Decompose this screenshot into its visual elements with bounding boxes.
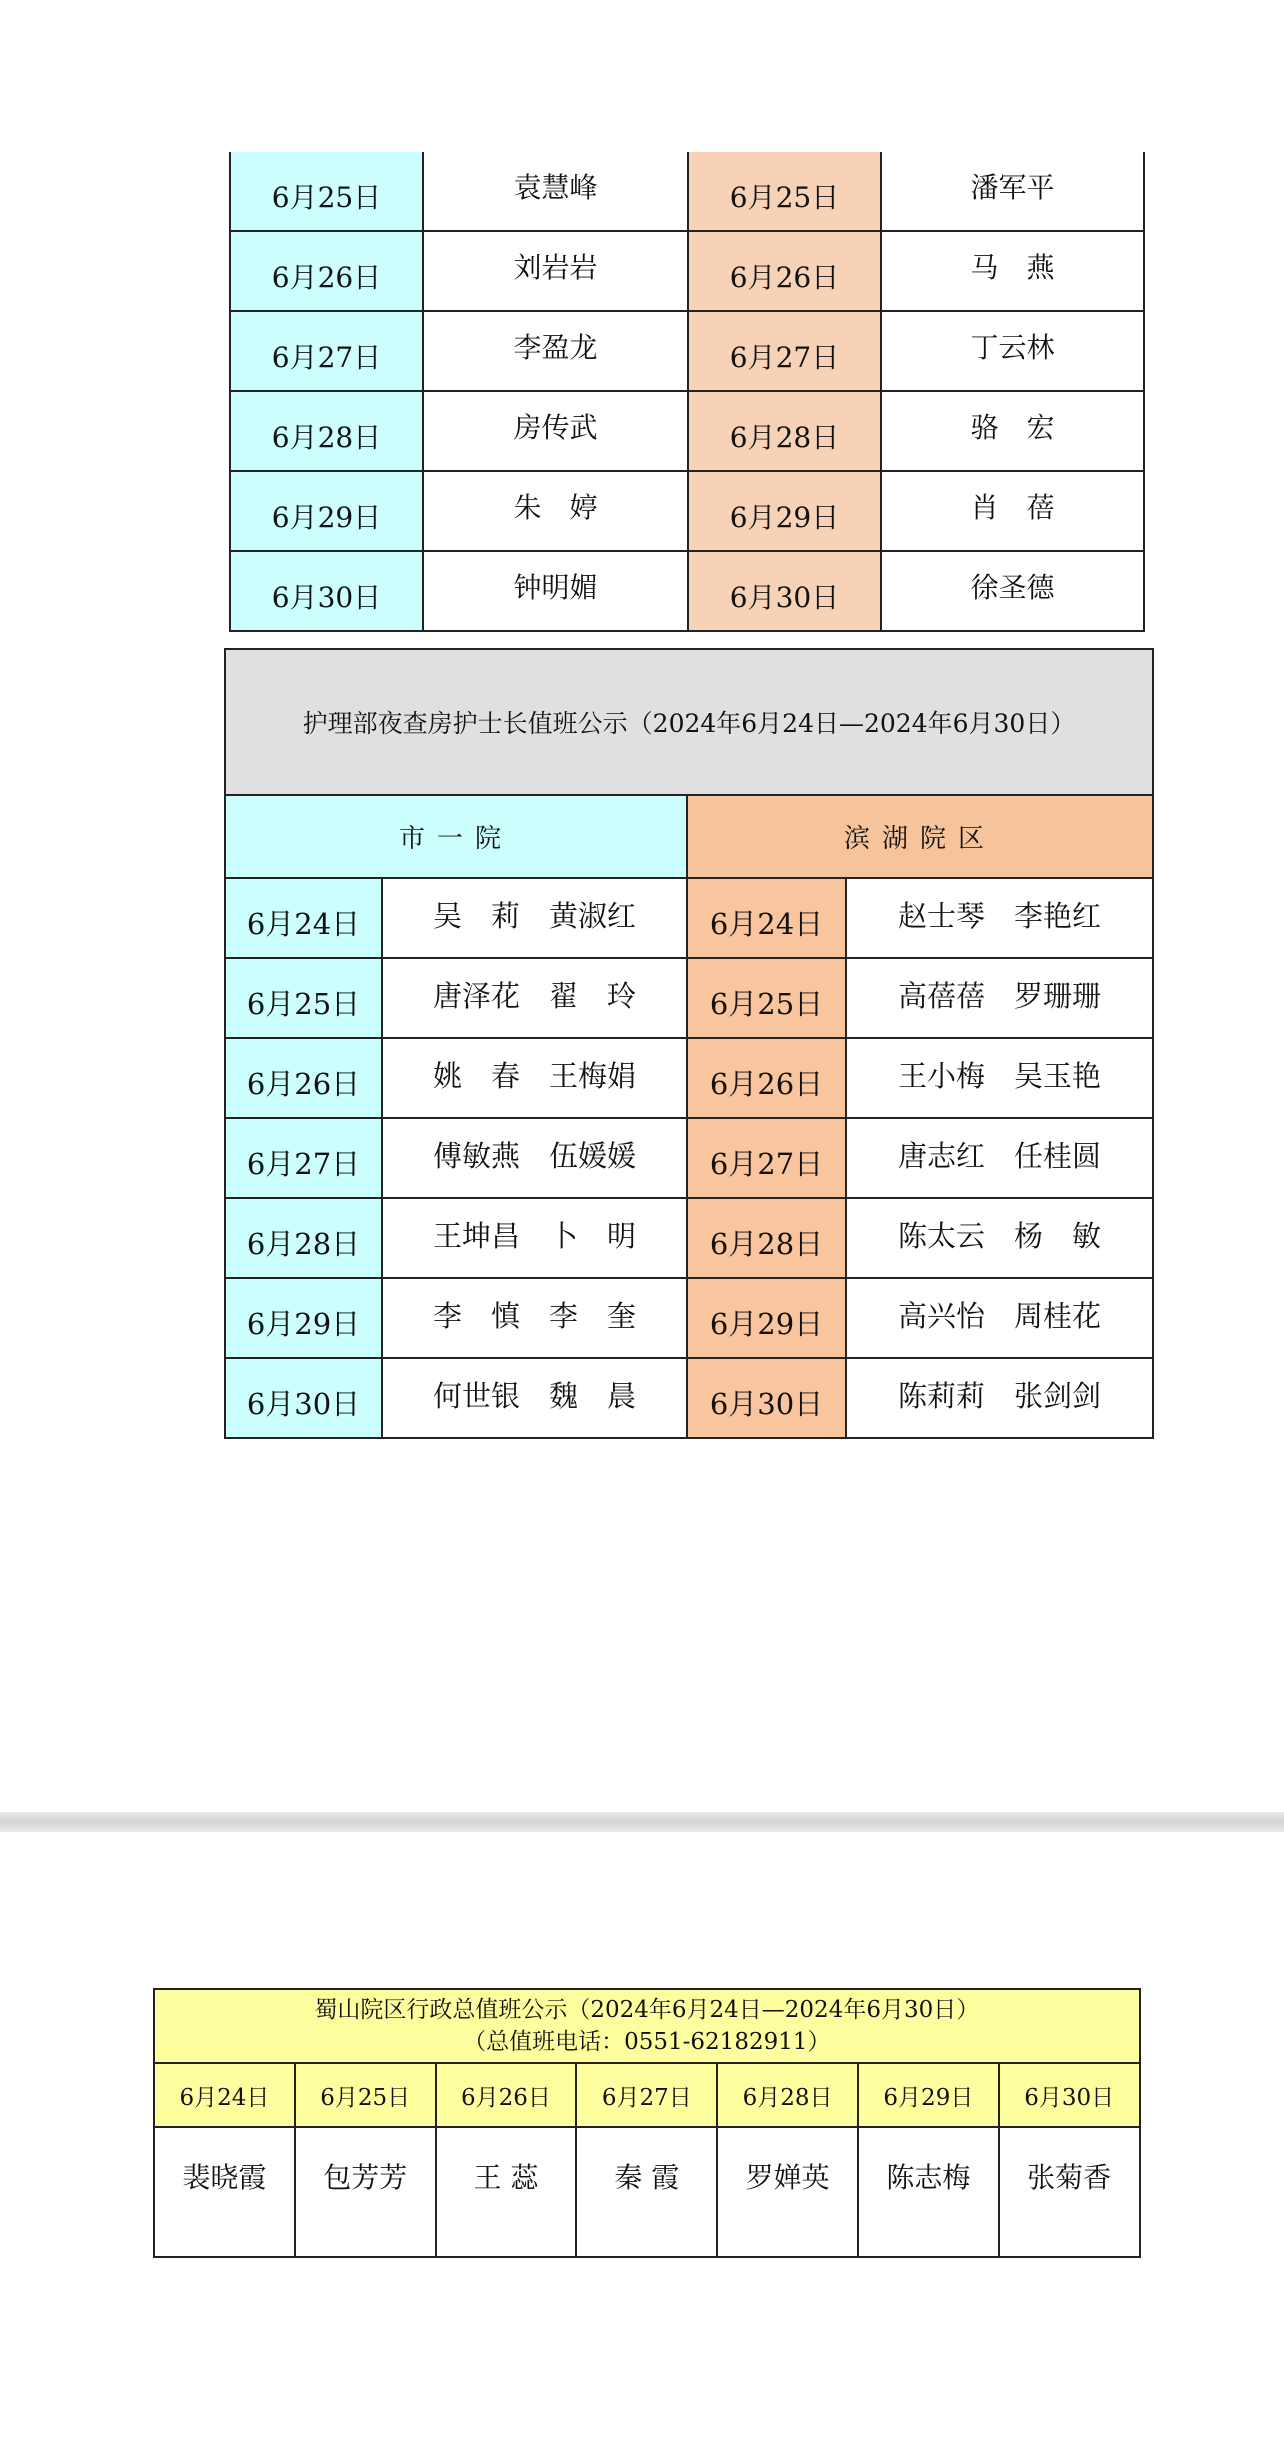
name-cell: 秦 霞 bbox=[576, 2127, 717, 2257]
name-cell: 傅敏燕 伍媛媛 bbox=[382, 1118, 687, 1198]
date-cell: 6月30日 bbox=[225, 1358, 382, 1438]
name-cell: 姚 春 王梅娟 bbox=[382, 1038, 687, 1118]
name-cell: 张菊香 bbox=[999, 2127, 1140, 2257]
table-row bbox=[230, 391, 1144, 471]
table-row bbox=[230, 152, 1144, 231]
date-cell: 6月28日 bbox=[717, 2063, 858, 2127]
date-cell: 6月26日 bbox=[687, 1038, 846, 1118]
date-cell: 6月27日 bbox=[687, 1118, 846, 1198]
table-row bbox=[230, 471, 1144, 551]
date-cell: 6月27日 bbox=[230, 311, 423, 391]
date-cell: 6月25日 bbox=[225, 958, 382, 1038]
date-cell: 6月28日 bbox=[230, 391, 423, 471]
date-cell: 6月30日 bbox=[999, 2063, 1140, 2127]
table-title: 护理部夜查房护士长值班公示（2024年6月24日—2024年6月30日） bbox=[225, 649, 1153, 795]
name-cell: 钟明媚 bbox=[423, 551, 688, 631]
name-cell: 王小梅 吴玉艳 bbox=[846, 1038, 1153, 1118]
table-row bbox=[230, 551, 1144, 631]
table-title bbox=[154, 1989, 1140, 2063]
date-cell: 6月30日 bbox=[688, 551, 881, 631]
name-cell: 陈莉莉 张剑剑 bbox=[846, 1358, 1153, 1438]
page-separator bbox=[0, 1812, 1284, 1832]
title-line-1: 蜀山院区行政总值班公示（2024年6月24日—2024年6月30日） bbox=[314, 1997, 980, 2023]
name-cell: 唐志红 任桂圆 bbox=[846, 1118, 1153, 1198]
name-cell: 肖 蓓 bbox=[881, 471, 1144, 551]
name-cell: 包芳芳 bbox=[295, 2127, 436, 2257]
date-cell: 6月25日 bbox=[687, 958, 846, 1038]
name-cell: 王坤昌 卜 明 bbox=[382, 1198, 687, 1278]
name-cell: 徐圣德 bbox=[881, 551, 1144, 631]
admin-duty-table bbox=[153, 1988, 1141, 2258]
date-cell: 6月25日 bbox=[688, 152, 881, 231]
name-cell: 高蓓蓓 罗珊珊 bbox=[846, 958, 1153, 1038]
header-shi-yi-yuan: 市一院 bbox=[225, 795, 687, 878]
name-cell: 陈太云 杨 敏 bbox=[846, 1198, 1153, 1278]
title-line-2: （总值班电话：0551-62182911） bbox=[463, 2029, 831, 2055]
name-cell: 罗婵英 bbox=[717, 2127, 858, 2257]
date-cell: 6月30日 bbox=[230, 551, 423, 631]
name-cell: 潘军平 bbox=[881, 152, 1144, 231]
table-row bbox=[225, 1118, 1153, 1198]
table-row bbox=[230, 311, 1144, 391]
date-cell: 6月25日 bbox=[230, 152, 423, 231]
date-cell: 6月29日 bbox=[687, 1278, 846, 1358]
date-cell: 6月24日 bbox=[687, 878, 846, 958]
date-cell: 6月27日 bbox=[688, 311, 881, 391]
date-cell: 6月29日 bbox=[858, 2063, 999, 2127]
date-cell: 6月25日 bbox=[295, 2063, 436, 2127]
date-cell: 6月26日 bbox=[436, 2063, 577, 2127]
nurse-night-duty-table bbox=[224, 648, 1154, 1439]
date-cell: 6月28日 bbox=[687, 1198, 846, 1278]
table-row bbox=[225, 958, 1153, 1038]
date-cell: 6月28日 bbox=[225, 1198, 382, 1278]
date-cell: 6月26日 bbox=[225, 1038, 382, 1118]
table-row bbox=[225, 1198, 1153, 1278]
date-cell: 6月26日 bbox=[688, 231, 881, 311]
date-cell: 6月29日 bbox=[688, 471, 881, 551]
date-cell: 6月28日 bbox=[688, 391, 881, 471]
date-cell: 6月26日 bbox=[230, 231, 423, 311]
name-cell: 高兴怡 周桂花 bbox=[846, 1278, 1153, 1358]
name-cell: 袁慧峰 bbox=[423, 152, 688, 231]
date-cell: 6月29日 bbox=[230, 471, 423, 551]
date-cell: 6月24日 bbox=[225, 878, 382, 958]
name-cell: 丁云林 bbox=[881, 311, 1144, 391]
name-cell: 骆 宏 bbox=[881, 391, 1144, 471]
name-cell: 何世银 魏 晨 bbox=[382, 1358, 687, 1438]
date-cell: 6月27日 bbox=[225, 1118, 382, 1198]
table-row bbox=[225, 1358, 1153, 1438]
name-cell: 李盈龙 bbox=[423, 311, 688, 391]
date-cell: 6月29日 bbox=[225, 1278, 382, 1358]
name-cell: 陈志梅 bbox=[858, 2127, 999, 2257]
table-row bbox=[225, 878, 1153, 958]
table-row bbox=[225, 1278, 1153, 1358]
name-cell: 裴晓霞 bbox=[154, 2127, 295, 2257]
name-cell: 赵士琴 李艳红 bbox=[846, 878, 1153, 958]
table-row bbox=[230, 231, 1144, 311]
duty-table-continued bbox=[229, 152, 1145, 632]
name-cell: 吴 莉 黄淑红 bbox=[382, 878, 687, 958]
name-cell: 刘岩岩 bbox=[423, 231, 688, 311]
date-cell: 6月24日 bbox=[154, 2063, 295, 2127]
date-cell: 6月27日 bbox=[576, 2063, 717, 2127]
name-cell: 马 燕 bbox=[881, 231, 1144, 311]
date-cell: 6月30日 bbox=[687, 1358, 846, 1438]
header-binhu-campus: 滨湖院区 bbox=[687, 795, 1153, 878]
name-cell: 唐泽花 翟 玲 bbox=[382, 958, 687, 1038]
name-cell: 李 慎 李 奎 bbox=[382, 1278, 687, 1358]
name-cell: 房传武 bbox=[423, 391, 688, 471]
name-cell: 王 蕊 bbox=[436, 2127, 577, 2257]
name-cell: 朱 婷 bbox=[423, 471, 688, 551]
table-row bbox=[225, 1038, 1153, 1118]
